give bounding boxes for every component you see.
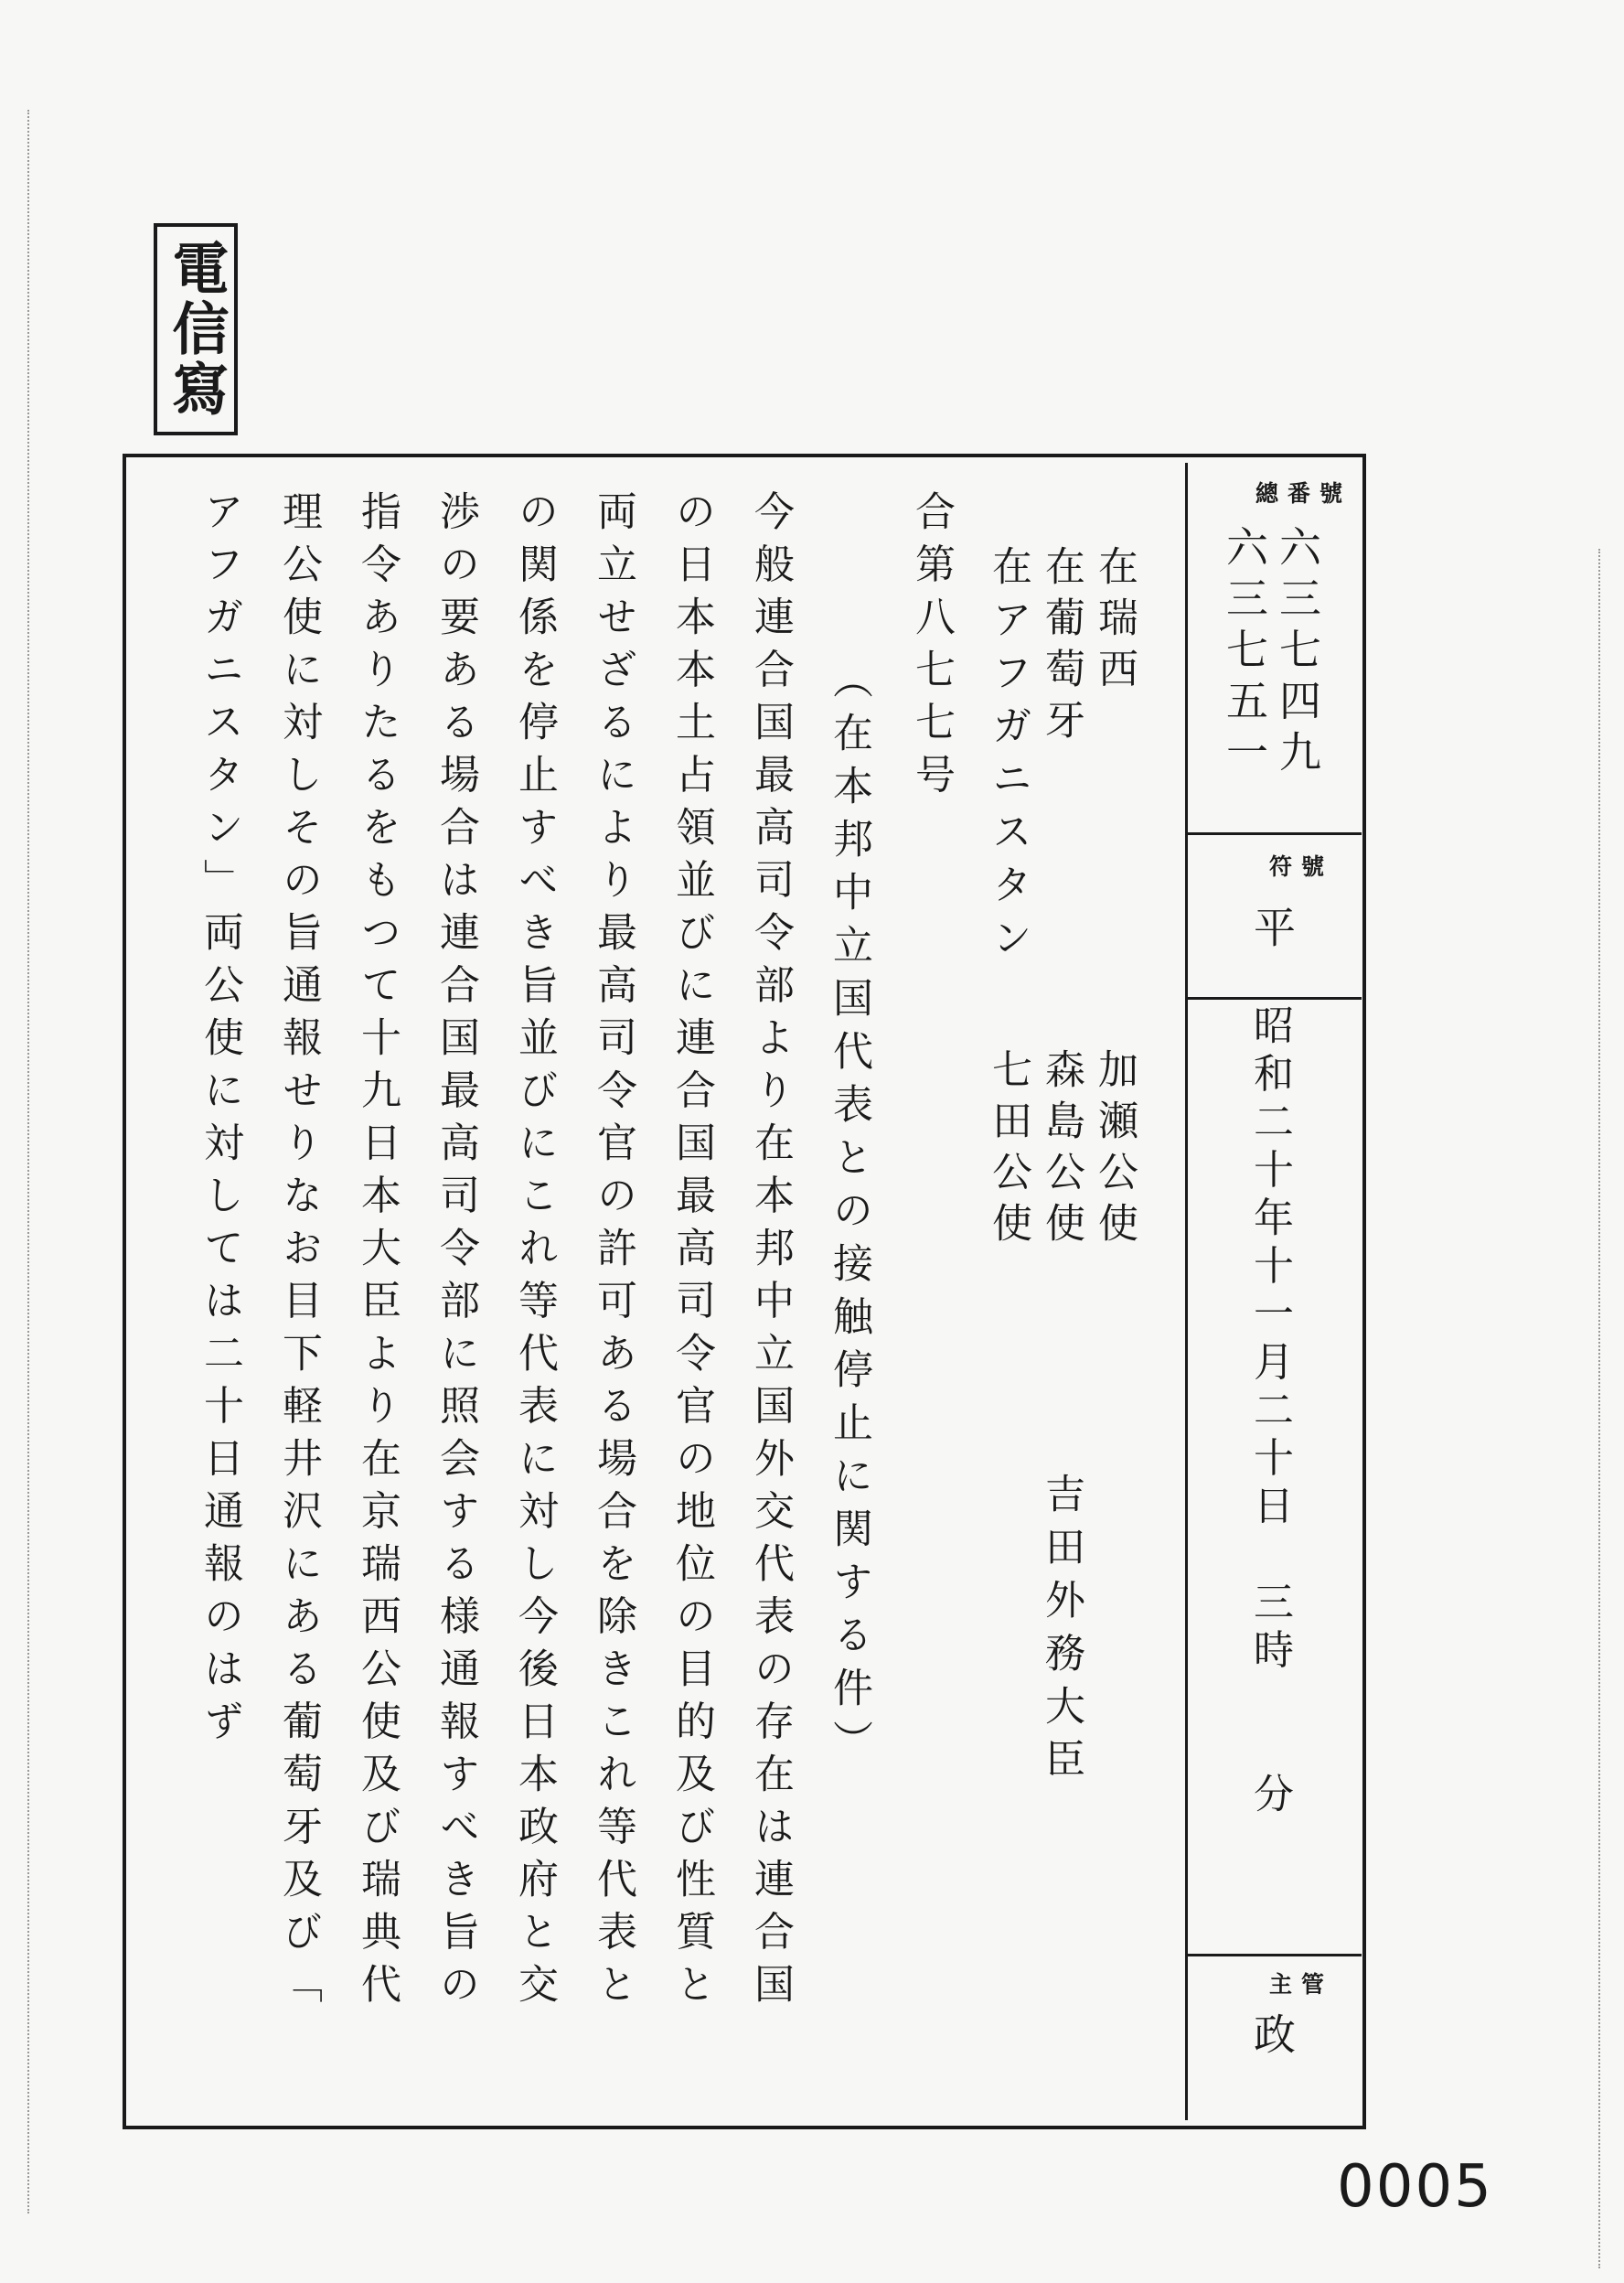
sidebar-rule-1	[1188, 832, 1362, 835]
body-line-7: 理公使に対しその旨通報せりなお目下軽井沢にある葡萄牙及び「	[275, 490, 322, 2016]
addressee-3-name: 七田公使	[985, 1048, 1031, 1253]
body-line-1: 今般連合国最高司令部より在本邦中立国外交代表の存在は連合国	[747, 490, 794, 2016]
sidebar-divider	[1185, 463, 1188, 2120]
serial-label: 總番號	[1255, 480, 1352, 507]
addressee-3-place: 在アフガニスタン	[985, 545, 1031, 970]
sidebar-rule-3	[1188, 1954, 1362, 1956]
body-line-8: アフガニスタン」両公使に対しては二十日通報のはず	[197, 490, 243, 1752]
dept-label: 主管	[1268, 1971, 1333, 1998]
body-line-2: の日本本土占領並びに連合国最高司令官の地位の目的及び性質と	[668, 490, 715, 2016]
message-subject: （在本邦中立国代表との接触停止に関する件）	[826, 659, 872, 1773]
sidebar-rule-2	[1188, 997, 1362, 1000]
stamp-text: 電信寫	[163, 239, 230, 420]
body-line-5: 渉の要ある場合は連合国最高司令部に照会する様通報すべき旨の	[433, 490, 479, 2016]
page-number: 0005	[1337, 2153, 1493, 2221]
body-line-6: 指令ありたるをもつて十九日本大臣より在京瑞西公使及び瑞典代	[354, 490, 401, 2016]
addressee-2-name: 森島公使	[1038, 1048, 1084, 1253]
code-value: 平	[1247, 906, 1297, 957]
addressee-1-name: 加瀬公使	[1091, 1048, 1138, 1253]
dept-value: 政	[1247, 2012, 1297, 2063]
code-label: 符號	[1268, 853, 1333, 880]
scan-margin-right	[1598, 549, 1600, 2268]
telegram-copy-stamp	[154, 223, 238, 435]
datetime: 昭和二十年十一月二十日 三時 分	[1246, 1004, 1293, 1821]
message-number: 合第八七七号	[908, 490, 955, 806]
addressee-1-place: 在瑞西	[1091, 545, 1138, 699]
sender: 吉田外務大臣	[1038, 1473, 1084, 1791]
body-line-4: の関係を停止すべき旨並びにこれ等代表に対し今後日本政府と交	[511, 490, 558, 2016]
serial-value-2: 六三七五一	[1220, 525, 1269, 781]
serial-value-1: 六三七四九	[1273, 525, 1322, 781]
scan-margin-left	[27, 110, 29, 2213]
body-line-3: 両立せざるにより最高司令官の許可ある場合を除きこれ等代表と	[590, 490, 636, 2016]
addressee-2-place: 在葡萄牙	[1038, 545, 1084, 750]
